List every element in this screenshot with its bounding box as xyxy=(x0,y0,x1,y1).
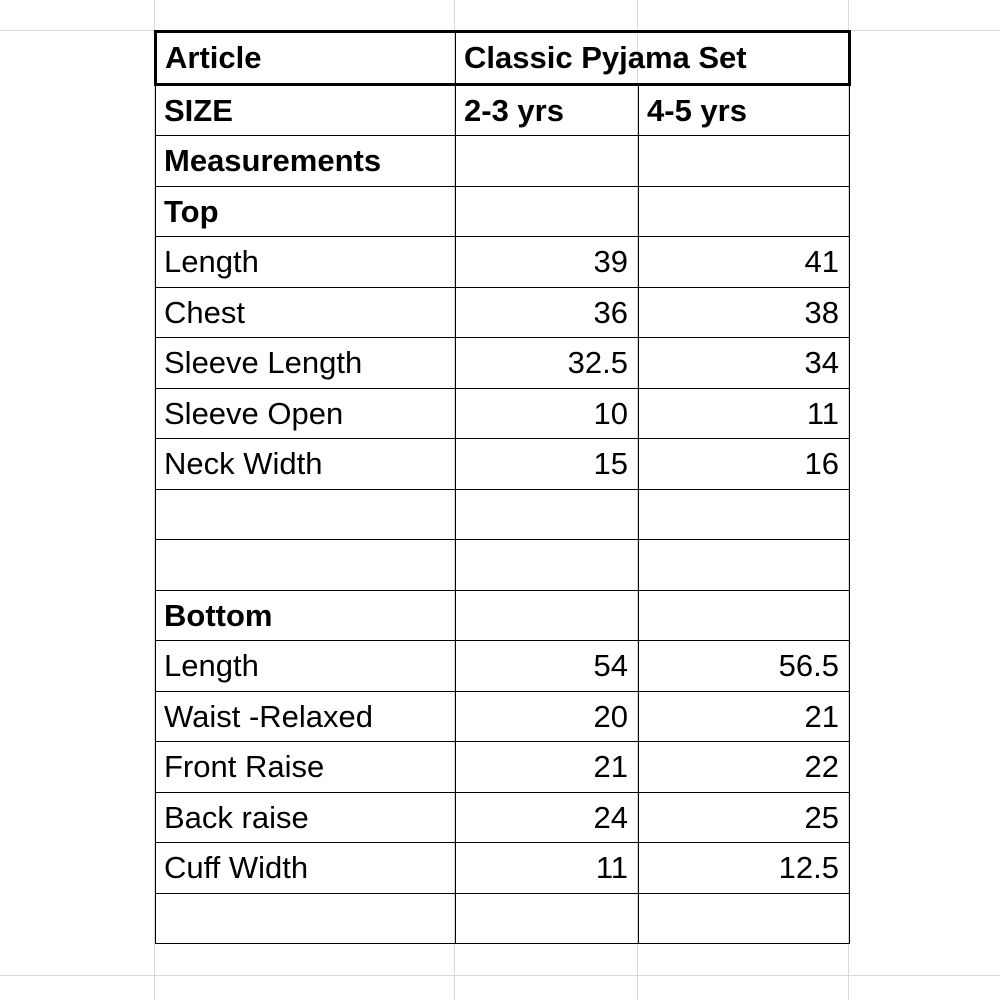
table-row xyxy=(156,489,850,540)
measurement-label-cell[interactable]: Sleeve Length xyxy=(156,338,456,389)
value-cell-4-5-yrs[interactable]: 38 xyxy=(639,287,850,338)
value-cell-2-3-yrs[interactable]: 39 xyxy=(456,237,639,288)
measurement-label-cell[interactable]: Sleeve Open xyxy=(156,388,456,439)
value-cell-4-5-yrs[interactable]: 12.5 xyxy=(639,843,850,894)
table-row xyxy=(156,792,850,843)
measurement-label-cell[interactable]: Neck Width xyxy=(156,439,456,490)
value-cell-2-3-yrs[interactable] xyxy=(456,590,639,641)
value-cell-2-3-yrs[interactable] xyxy=(456,540,639,591)
table-row xyxy=(156,287,850,338)
value-cell-2-3-yrs[interactable] xyxy=(456,893,639,944)
article-value-cell[interactable]: Classic Pyjama Set xyxy=(456,32,850,85)
table-row xyxy=(156,641,850,692)
measurement-label-cell[interactable]: Waist -Relaxed xyxy=(156,691,456,742)
measurement-label-cell[interactable] xyxy=(156,893,456,944)
table-row xyxy=(156,136,850,187)
table-row xyxy=(156,388,850,439)
size-row xyxy=(156,84,850,136)
size-header-cell[interactable]: 4-5 yrs xyxy=(639,84,850,136)
value-cell-2-3-yrs[interactable] xyxy=(456,136,639,187)
value-cell-2-3-yrs[interactable]: 24 xyxy=(456,792,639,843)
article-row xyxy=(156,32,850,85)
measurement-label-cell[interactable]: Chest xyxy=(156,287,456,338)
value-cell-4-5-yrs[interactable]: 25 xyxy=(639,792,850,843)
value-cell-4-5-yrs[interactable]: 56.5 xyxy=(639,641,850,692)
value-cell-4-5-yrs[interactable] xyxy=(639,186,850,237)
table-row xyxy=(156,843,850,894)
value-cell-4-5-yrs[interactable] xyxy=(639,893,850,944)
size-label-cell[interactable]: SIZE xyxy=(156,84,456,136)
value-cell-2-3-yrs[interactable] xyxy=(456,186,639,237)
size-chart-sheet xyxy=(154,30,848,944)
value-cell-2-3-yrs[interactable]: 21 xyxy=(456,742,639,793)
table-row xyxy=(156,237,850,288)
size-header-cell[interactable]: 2-3 yrs xyxy=(456,84,639,136)
measurement-label-cell[interactable]: Measurements xyxy=(156,136,456,187)
measurement-label-cell[interactable]: Front Raise xyxy=(156,742,456,793)
table-row xyxy=(156,540,850,591)
value-cell-4-5-yrs[interactable]: 11 xyxy=(639,388,850,439)
value-cell-4-5-yrs[interactable]: 21 xyxy=(639,691,850,742)
value-cell-4-5-yrs[interactable] xyxy=(639,540,850,591)
value-cell-2-3-yrs[interactable]: 11 xyxy=(456,843,639,894)
measurement-label-cell[interactable]: Top xyxy=(156,186,456,237)
measurement-label-cell[interactable]: Back raise xyxy=(156,792,456,843)
measurement-label-cell[interactable]: Length xyxy=(156,237,456,288)
article-label-cell[interactable]: Article xyxy=(156,32,456,85)
table-row xyxy=(156,439,850,490)
table-row xyxy=(156,893,850,944)
value-cell-2-3-yrs[interactable]: 54 xyxy=(456,641,639,692)
value-cell-4-5-yrs[interactable]: 16 xyxy=(639,439,850,490)
value-cell-2-3-yrs[interactable]: 32.5 xyxy=(456,338,639,389)
value-cell-4-5-yrs[interactable]: 41 xyxy=(639,237,850,288)
measurement-label-cell[interactable]: Length xyxy=(156,641,456,692)
gridline xyxy=(0,975,1000,976)
value-cell-2-3-yrs[interactable]: 15 xyxy=(456,439,639,490)
measurement-label-cell[interactable] xyxy=(156,489,456,540)
value-cell-4-5-yrs[interactable]: 34 xyxy=(639,338,850,389)
table-row xyxy=(156,338,850,389)
table-row xyxy=(156,186,850,237)
value-cell-4-5-yrs[interactable] xyxy=(639,136,850,187)
value-cell-2-3-yrs[interactable]: 36 xyxy=(456,287,639,338)
value-cell-4-5-yrs[interactable] xyxy=(639,590,850,641)
table-row xyxy=(156,742,850,793)
measurement-label-cell[interactable]: Bottom xyxy=(156,590,456,641)
value-cell-2-3-yrs[interactable]: 20 xyxy=(456,691,639,742)
size-chart-table xyxy=(154,30,851,944)
value-cell-4-5-yrs[interactable] xyxy=(639,489,850,540)
measurement-label-cell[interactable]: Cuff Width xyxy=(156,843,456,894)
value-cell-2-3-yrs[interactable] xyxy=(456,489,639,540)
value-cell-2-3-yrs[interactable]: 10 xyxy=(456,388,639,439)
measurement-label-cell[interactable] xyxy=(156,540,456,591)
table-row xyxy=(156,590,850,641)
table-row xyxy=(156,691,850,742)
value-cell-4-5-yrs[interactable]: 22 xyxy=(639,742,850,793)
